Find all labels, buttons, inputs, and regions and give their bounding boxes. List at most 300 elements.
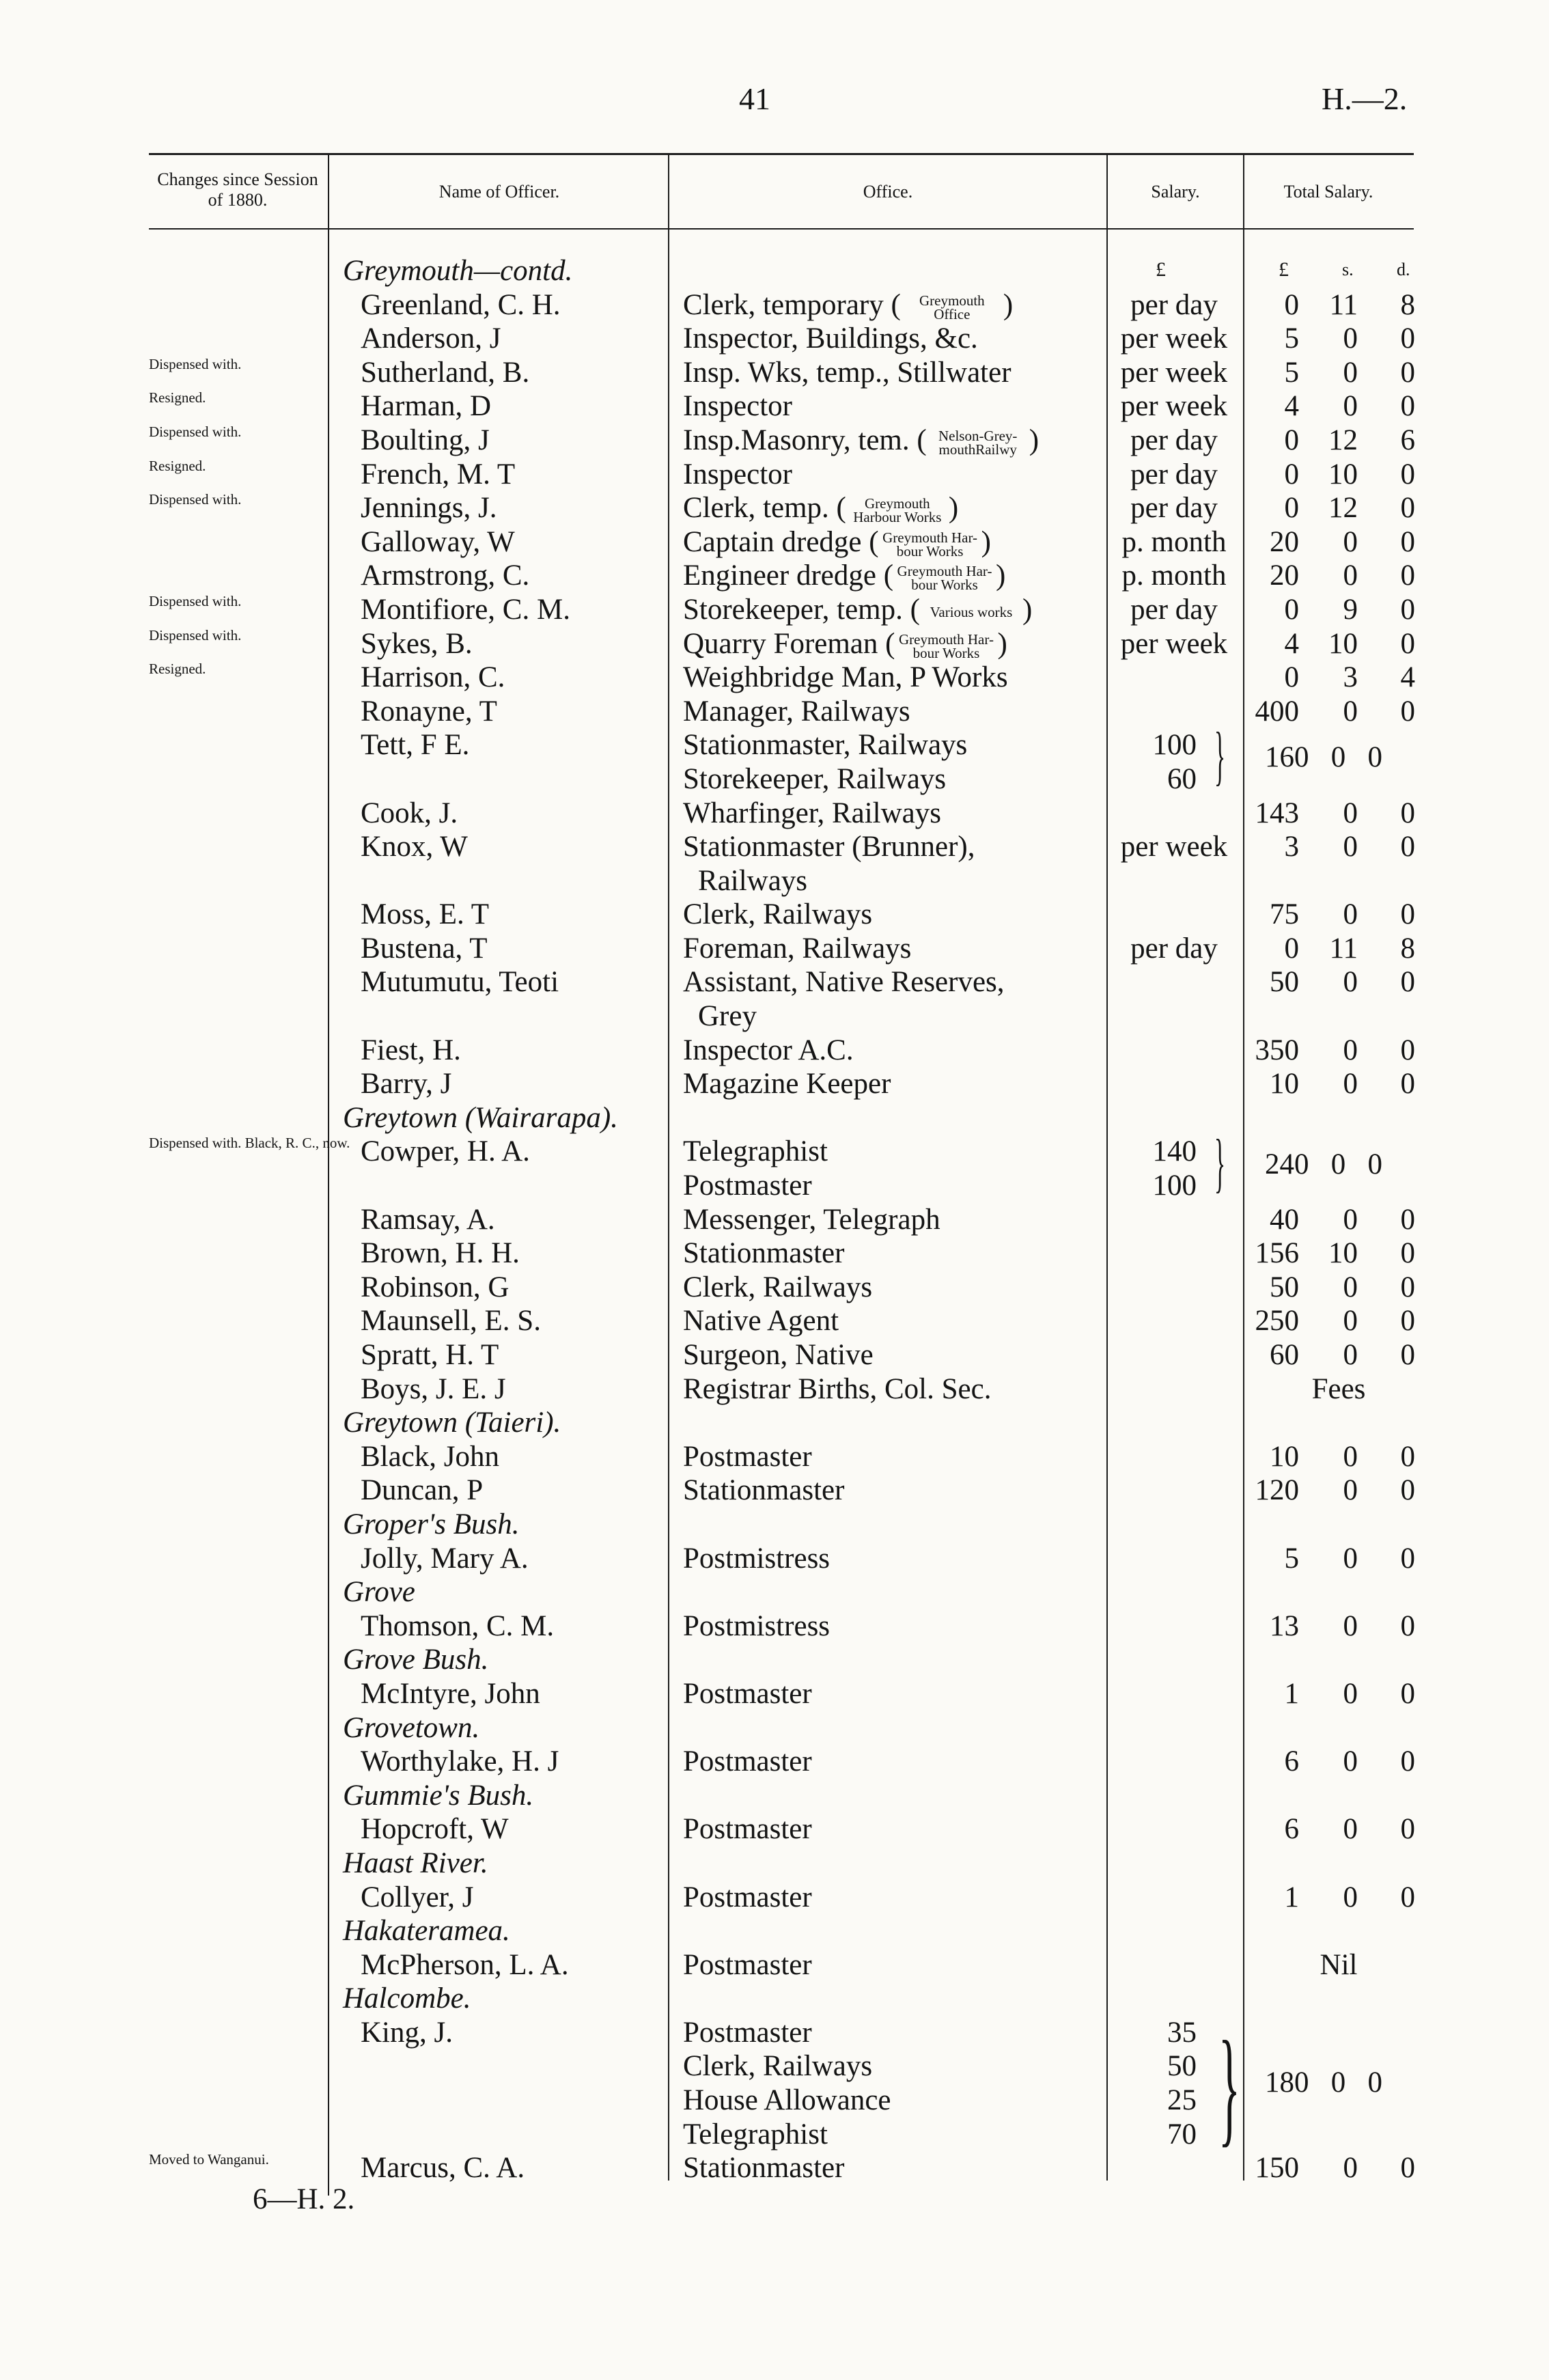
paren-close: ) [1022,593,1033,626]
paren-close: ) [981,525,991,558]
officer-name: Greenland, C. H. [361,288,561,321]
total-pounds: 6 [1284,1745,1299,1778]
total-pence: 0 [1400,593,1415,626]
office-title: Stationmaster [683,2152,845,2185]
total-note: Fees [1311,1372,1366,1405]
salary-amount: 25 [1167,2084,1197,2117]
table-row [0,999,1549,1034]
total-pounds: 50 [1270,966,1299,999]
table-row [0,1542,1549,1576]
total-note: Nil [1320,1948,1358,1981]
officer-name: Robinson, G [361,1271,510,1303]
table-row [0,1101,1549,1135]
office-title: Postmaster [683,1745,812,1778]
salary-rate: per day [1130,458,1218,490]
table-row [0,356,1549,390]
salary-rate: per day [1130,932,1218,965]
total-pounds: 1 [1284,1881,1299,1913]
table-row [0,491,1549,525]
total-shillings: 0 [1343,966,1358,999]
total-shillings: 0 [1343,695,1358,728]
office-title: Stationmaster [683,1237,845,1270]
place-heading: Grove Bush. [343,1644,489,1676]
table-row [0,389,1549,424]
merged-total-tett: 160 0 0 [1265,741,1382,773]
office-cell [683,898,872,932]
office-title: Foreman, Railways [683,932,912,965]
merged-total-king: 180 0 0 [1265,2066,1382,2099]
total-shillings: 0 [1343,831,1358,863]
table-row [0,1271,1549,1305]
table-row [0,322,1549,356]
total-pence: 0 [1400,559,1415,592]
office-cell [698,999,757,1034]
officer-name: Brown, H. H. [361,1237,520,1270]
officer-name: Boys, J. E. J [361,1372,506,1405]
total-pounds: 143 [1255,797,1299,829]
office-title: Stationmaster (Brunner), [683,831,975,863]
office-cell [683,424,1039,458]
office-title: Stationmaster [683,1474,845,1507]
total-pence: 0 [1400,898,1415,931]
office-qualifier: Greymouth Office [919,292,985,322]
office-cell [683,1812,812,1846]
table-row [0,1338,1549,1372]
total-pounds: 10 [1270,1068,1299,1101]
table-row [0,1575,1549,1609]
office-cell [683,1271,872,1305]
total-pounds: 50 [1270,1271,1299,1303]
office-title: Registrar Births, Col. Sec. [683,1372,992,1405]
office-title: Assistant, Native Reserves, [683,966,1005,999]
total-pence: 4 [1400,661,1415,694]
officer-table [0,254,1549,2185]
total-pence: 0 [1400,492,1415,525]
total-pence: 0 [1400,831,1415,863]
total-pence: 6 [1400,424,1415,456]
office-title: Postmaster [683,1170,812,1202]
total-pounds: 10 [1270,1440,1299,1473]
unit-shillings: s. [1342,260,1354,279]
table-row [0,627,1549,661]
total-shillings: 0 [1343,1474,1358,1507]
change-note: Resigned. [149,389,206,406]
office-title: Postmistress [683,1542,831,1575]
total-pounds: 0 [1284,288,1299,321]
total-shillings: 0 [1343,797,1358,829]
change-note: Dispensed with. [149,592,242,609]
officer-name: Spratt, H. T [361,1339,499,1371]
office-cell [683,2049,872,2084]
paren-open: ( [909,424,927,456]
officer-name: Mutumutu, Teoti [361,966,559,999]
table-row [0,1846,1549,1881]
paren-close: ) [1003,288,1014,321]
total-pence: 0 [1400,1305,1415,1338]
table-row [0,1304,1549,1338]
total-shillings: 10 [1328,1237,1358,1270]
office-title: Inspector [683,458,792,490]
total-pounds: 0 [1284,492,1299,525]
header-salary: Salary. [1151,182,1200,202]
office-title: Clerk, temp. [683,492,829,525]
total-pounds: 20 [1270,559,1299,592]
total-pounds: 0 [1284,932,1299,965]
table-row [0,525,1549,559]
total-pence: 0 [1400,2152,1415,2185]
office-title: Grey [698,1000,757,1033]
table-row [0,1034,1549,1068]
total-pounds: 0 [1284,458,1299,490]
office-title: Inspector A.C. [683,1034,854,1066]
office-cell [683,1745,812,1779]
office-cell [683,593,1032,627]
officer-name: McIntyre, John [361,1677,540,1710]
unit-pence: d. [1397,260,1410,279]
table-row [0,1948,1549,1982]
office-title: Clerk, Railways [683,2050,873,2083]
total-pence: 0 [1400,356,1415,389]
total-pounds: 156 [1255,1237,1299,1270]
total-pence: 0 [1400,390,1415,423]
total-shillings: 0 [1343,322,1358,355]
total-pence: 0 [1400,1237,1415,1270]
header-name: Name of Officer. [438,182,560,202]
salary-amount: 60 [1167,762,1197,795]
office-cell [683,2084,891,2118]
officer-name: Anderson, J [361,322,501,355]
total-shillings: 11 [1329,932,1358,965]
total-shillings: 0 [1343,1745,1358,1778]
total-pence: 0 [1400,627,1415,660]
office-cell [683,1372,991,1407]
office-title: Insp. Wks, temp., Stillwater [683,356,1011,389]
total-pence: 0 [1400,525,1415,558]
merged-total-cowper: 240 0 0 [1265,1148,1382,1180]
total-shillings: 0 [1343,1881,1358,1913]
table-row [0,1067,1549,1101]
total-shillings: 0 [1343,1813,1358,1846]
table-row [0,1643,1549,1677]
salary-amount: 70 [1167,2118,1197,2150]
header-total: Total Salary. [1283,182,1373,202]
total-shillings: 0 [1343,559,1358,592]
office-qualifier: Greymouth Harbour Works [853,495,942,526]
officer-name: Fiest, H. [361,1034,461,1066]
change-note: Moved to Wanganui. [149,2151,269,2168]
page-reference: H.—2. [1322,81,1408,116]
office-cell [683,288,1013,322]
total-pence: 8 [1400,932,1415,965]
office-title: House Allowance [683,2084,891,2117]
officer-name: Galloway, W [361,525,515,558]
officer-name: Knox, W [361,831,468,863]
office-title: Captain dredge [683,525,862,558]
officer-name: French, M. T [361,458,516,490]
office-title: Postmaster [683,1948,812,1981]
change-note: Dispensed with. Black, R. C., now. [149,1135,350,1152]
officer-name: Bustena, T [361,932,488,965]
header-bottom-rule [149,228,1414,230]
total-pounds: 5 [1284,356,1299,389]
office-title: Insp.Masonry, tem. [683,424,910,456]
table-row [0,1473,1549,1508]
office-cell [683,797,941,831]
total-pounds: 20 [1270,525,1299,558]
place-heading: Halcombe. [343,1982,471,2015]
brace-cowper: } [1214,1126,1226,1199]
table-row [0,2118,1549,2152]
salary-rate: per day [1130,424,1218,456]
salary-rate: per week [1120,390,1228,423]
office-cell [683,1948,812,1982]
total-shillings: 12 [1328,424,1358,456]
change-note: Dispensed with. [149,491,242,508]
officer-name: McPherson, L. A. [361,1948,569,1981]
officer-name: Harrison, C. [361,661,505,694]
total-shillings: 0 [1343,1339,1358,1371]
paren-open: ( [902,593,920,626]
total-shillings: 0 [1343,1609,1358,1642]
total-pounds: 350 [1255,1034,1299,1066]
paren-open: ( [828,492,846,525]
officer-name: Worthylake, H. J [361,1745,559,1778]
office-title: Stationmaster, Railways [683,729,968,762]
total-pence: 0 [1400,1609,1415,1642]
total-shillings: 0 [1343,1440,1358,1473]
total-shillings: 11 [1329,288,1358,321]
table-row [0,2151,1549,2185]
office-cell [683,1135,828,1169]
office-title: Weighbridge Man, P Works [683,661,1008,694]
table-row [0,458,1549,492]
total-pence: 0 [1400,322,1415,355]
total-pounds: 5 [1284,322,1299,355]
office-cell [683,1542,830,1576]
officer-name: Cowper, H. A. [361,1135,530,1168]
paren-close: ) [996,559,1006,592]
table-row [0,1203,1549,1237]
office-cell [683,1609,830,1644]
office-qualifier: Various works [930,604,1013,621]
office-cell [683,932,911,966]
total-pence: 0 [1400,1440,1415,1473]
salary-amount: 50 [1167,2050,1197,2083]
office-title: Storekeeper, Railways [683,762,947,795]
office-title: Magazine Keeper [683,1068,891,1101]
total-pence: 0 [1400,1034,1415,1066]
total-pence: 0 [1400,1677,1415,1710]
total-pence: 0 [1400,966,1415,999]
office-cell [683,2016,812,2050]
office-title: Postmaster [683,1677,812,1710]
total-pence: 0 [1400,1271,1415,1303]
office-title: Inspector [683,390,792,423]
table-row [0,1881,1549,1915]
office-cell [683,627,1007,661]
office-cell [683,1881,812,1915]
header-top-rule [149,153,1414,155]
header-office: Office. [863,182,913,202]
office-title: Postmistress [683,1609,831,1642]
table-row [0,864,1549,898]
office-cell [683,1440,812,1474]
officer-name: Tett, F E. [361,729,470,762]
officer-name: Maunsell, E. S. [361,1305,541,1338]
officer-name: Ramsay, A. [361,1203,495,1236]
salary-amount: 35 [1167,2016,1197,2049]
table-row [0,1406,1549,1440]
place-heading: Hakateramea. [343,1915,510,1948]
paren-open: ( [883,288,901,321]
paren-close: ) [997,627,1007,660]
total-pence: 0 [1400,1542,1415,1575]
salary-amount: 100 [1152,1170,1197,1202]
total-pence: 8 [1400,288,1415,321]
officer-name: Montifiore, C. M. [361,593,570,626]
total-pounds: 40 [1270,1203,1299,1236]
total-shillings: 0 [1343,390,1358,423]
total-pounds: 13 [1270,1609,1299,1642]
total-pounds: 60 [1270,1339,1299,1371]
officer-name: Black, John [361,1440,500,1473]
place-heading: Grovetown. [343,1711,480,1744]
total-shillings: 10 [1328,458,1358,490]
office-cell [683,830,975,864]
paren-close: ) [948,492,959,525]
table-row [0,932,1549,966]
total-pence: 0 [1400,797,1415,829]
place-heading: Grove [343,1576,415,1609]
table-row [0,1609,1549,1644]
office-title: Manager, Railways [683,695,910,728]
total-shillings: 0 [1343,1034,1358,1066]
total-shillings: 0 [1343,1068,1358,1101]
total-pounds: 5 [1284,1542,1299,1575]
total-pounds: 4 [1284,390,1299,423]
office-title: Inspector, Buildings, &c. [683,322,978,355]
table-row [0,1982,1549,2016]
office-title: Clerk, temporary [683,288,884,321]
office-cell [683,356,1011,390]
total-shillings: 0 [1343,525,1358,558]
paren-open: ( [861,525,879,558]
place-heading: Gummie's Bush. [343,1779,534,1812]
total-shillings: 0 [1343,1203,1358,1236]
total-pence: 0 [1400,695,1415,728]
page-number: 41 [739,81,770,116]
officer-name: Sutherland, B. [361,356,530,389]
officer-name: King, J. [361,2016,453,2049]
officer-name: Harman, D [361,390,492,423]
total-shillings: 12 [1328,492,1358,525]
total-shillings: 10 [1328,627,1358,660]
salary-rate: per day [1130,492,1218,525]
total-pounds: 0 [1284,661,1299,694]
office-cell [683,1169,812,1203]
officer-name: Jolly, Mary A. [361,1542,529,1575]
office-cell [698,864,807,898]
salary-rate: per day [1130,593,1218,626]
total-pounds: 400 [1255,695,1299,728]
unit-pounds-total: £ [1279,258,1289,281]
paren-open: ( [878,627,895,660]
officer-name: Ronayne, T [361,695,497,728]
place-heading: Haast River. [343,1846,488,1879]
salary-amount: 100 [1152,729,1197,762]
total-pence: 0 [1400,1813,1415,1846]
total-pounds: 1 [1284,1677,1299,1710]
office-cell [683,695,910,729]
place-heading: Greymouth—contd. [343,255,573,287]
total-shillings: 3 [1343,661,1358,694]
total-pence: 0 [1400,458,1415,490]
officer-name: Moss, E. T [361,898,489,931]
office-cell [683,2118,828,2152]
footer-signature: 6—H. 2. [253,2183,355,2215]
table-row [0,797,1549,831]
office-qualifier: Greymouth Har- bour Works [882,529,978,559]
office-title: Postmaster [683,1881,812,1913]
table-row [0,1236,1549,1271]
table-row [0,424,1549,458]
office-cell [683,1236,844,1271]
office-title: Native Agent [683,1305,839,1338]
total-pounds: 75 [1270,898,1299,931]
table-row [0,1711,1549,1745]
office-cell [683,1473,844,1508]
total-shillings: 0 [1343,1677,1358,1710]
office-cell [683,559,1005,593]
total-pounds: 0 [1284,593,1299,626]
office-cell [683,728,967,762]
table-row [0,898,1549,932]
total-pounds: 150 [1255,2152,1299,2185]
total-shillings: 0 [1343,356,1358,389]
office-cell [683,389,792,424]
table-row [0,1440,1549,1474]
salary-rate: per week [1120,322,1228,355]
office-title: Quarry Foreman [683,627,878,660]
table-row [0,254,1549,288]
salary-rate: p. month [1121,559,1227,592]
office-cell [683,1304,839,1338]
office-cell [683,661,1008,695]
total-shillings: 0 [1343,1271,1358,1303]
total-pence: 0 [1400,1881,1415,1913]
total-pounds: 4 [1284,627,1299,660]
office-cell [683,2151,844,2185]
officer-name: Sykes, B. [361,627,473,660]
office-qualifier: Nelson-Grey- mouthRailwy [938,428,1018,458]
total-pounds: 6 [1284,1813,1299,1846]
office-title: Engineer dredge [683,559,876,592]
table-row [0,1914,1549,1948]
office-title: Postmaster [683,1813,812,1846]
table-row [0,1372,1549,1407]
officer-name: Collyer, J [361,1881,474,1913]
office-title: Surgeon, Native [683,1339,874,1371]
table-row [0,1677,1549,1711]
unit-pound-salary: £ [1156,258,1166,281]
table-row [0,559,1549,593]
office-cell [683,1338,874,1372]
salary-amount: 140 [1152,1135,1197,1168]
brace-king: } [1218,2015,1240,2159]
change-note: Dispensed with. [149,355,242,372]
total-pence: 0 [1400,1339,1415,1371]
office-title: Postmaster [683,1440,812,1473]
